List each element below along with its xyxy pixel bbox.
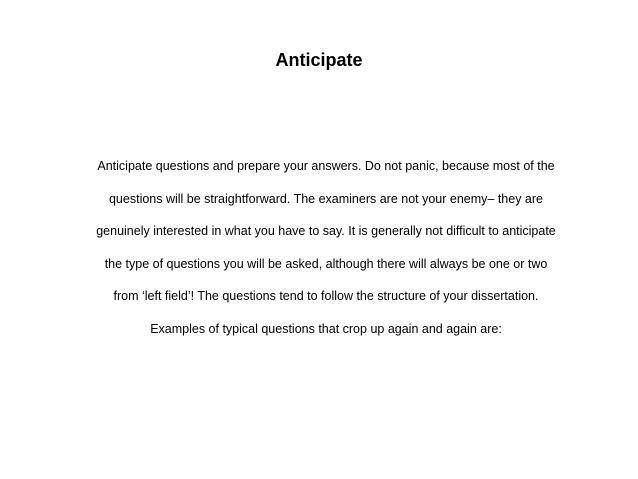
body-line-1: Anticipate questions and prepare your answers. Do not panic, because most of the (97, 159, 555, 173)
slide-body (86, 150, 566, 345)
body-line-5: from ‘left field’! The questions tend to follow the structure of your dissertation. (113, 289, 539, 303)
body-line-4: the type of questions you will be asked, although there will always be one or two (104, 256, 548, 271)
body-line-2: questions will be straightforward. The examiners are not your enemy– they are (108, 191, 543, 206)
slide-title: Anticipate (275, 50, 363, 71)
body-line-6: Examples of typical questions that crop up again and again are: (150, 321, 502, 336)
body-line-3: genuinely interested in what you have to say. It is generally not difficult to anticipate (96, 224, 556, 238)
